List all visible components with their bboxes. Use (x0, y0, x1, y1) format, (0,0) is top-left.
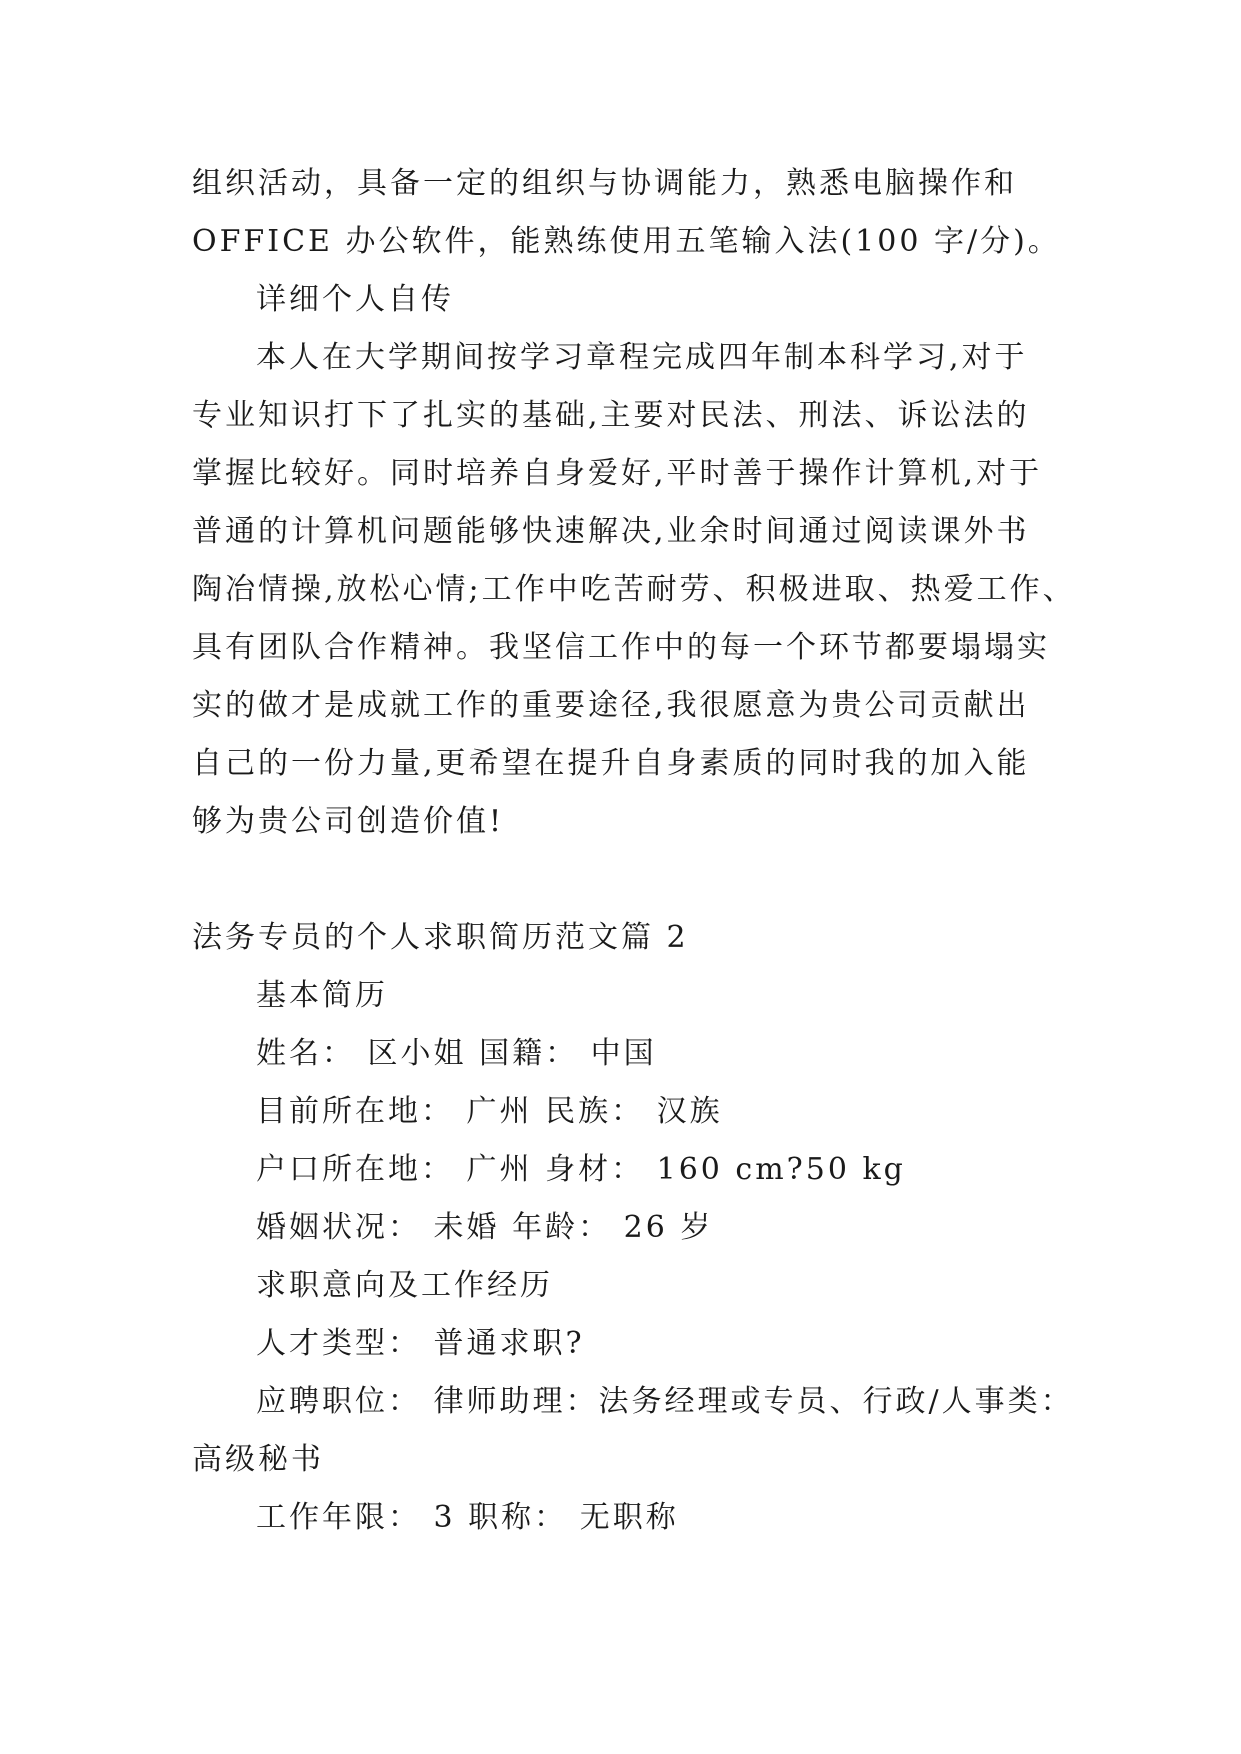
autobio-heading: 详细个人自传 (256, 282, 454, 317)
autobio-line: 够为贵公司创造价值! (192, 804, 505, 839)
document-page (192, 155, 1076, 1547)
talent-type-line: 人才类型： 普通求职? (256, 1326, 585, 1361)
autobio-line: 掌握比较好。同时培养自身爱好,平时善于操作计算机,对于 (192, 456, 1043, 491)
autobio-line: 自己的一份力量,更希望在提升自身素质的同时我的加入能 (192, 746, 1030, 781)
intro-line: 组织活动，具备一定的组织与协调能力，熟悉电脑操作和 (192, 166, 1017, 201)
autobio-line: 专业知识打下了扎实的基础,主要对民法、刑法、诉讼法的 (192, 398, 1030, 433)
basic-info-line: 户口所在地： 广州 身材： 160 cm?50 kg (256, 1152, 906, 1187)
basic-info-line: 姓名： 区小姐 国籍： 中国 (256, 1036, 657, 1071)
basic-heading: 基本简历 (256, 978, 388, 1013)
autobio-line: 具有团队合作精神。我坚信工作中的每一个环节都要塌塌实 (192, 630, 1050, 665)
position-line: 应聘职位： 律师助理：法务经理或专员、行政/人事类： (256, 1384, 1074, 1419)
section-title: 法务专员的个人求职简历范文篇 2 (192, 920, 689, 955)
spacer (192, 851, 1052, 909)
intro-line: OFFICE 办公软件，能熟练使用五笔输入法(100 字/分)。 (192, 224, 1061, 259)
autobio-line: 陶冶情操,放松心情;工作中吃苦耐劳、积极进取、热爱工作、 (192, 572, 1076, 607)
autobio-line: 本人在大学期间按学习章程完成四年制本科学习,对于 (256, 340, 1028, 375)
basic-info-line: 婚姻状况： 未婚 年龄： 26 岁 (256, 1210, 714, 1245)
position-line-cont: 高级秘书 (192, 1442, 324, 1477)
basic-info-line: 目前所在地： 广州 民族： 汉族 (256, 1094, 723, 1129)
intent-heading: 求职意向及工作经历 (256, 1268, 553, 1303)
autobio-line: 实的做才是成就工作的重要途径,我很愿意为贵公司贡献出 (192, 688, 1030, 723)
years-line: 工作年限： 3 职称： 无职称 (256, 1500, 679, 1535)
autobio-line: 普通的计算机问题能够快速解决,业余时间通过阅读课外书 (192, 514, 1030, 549)
